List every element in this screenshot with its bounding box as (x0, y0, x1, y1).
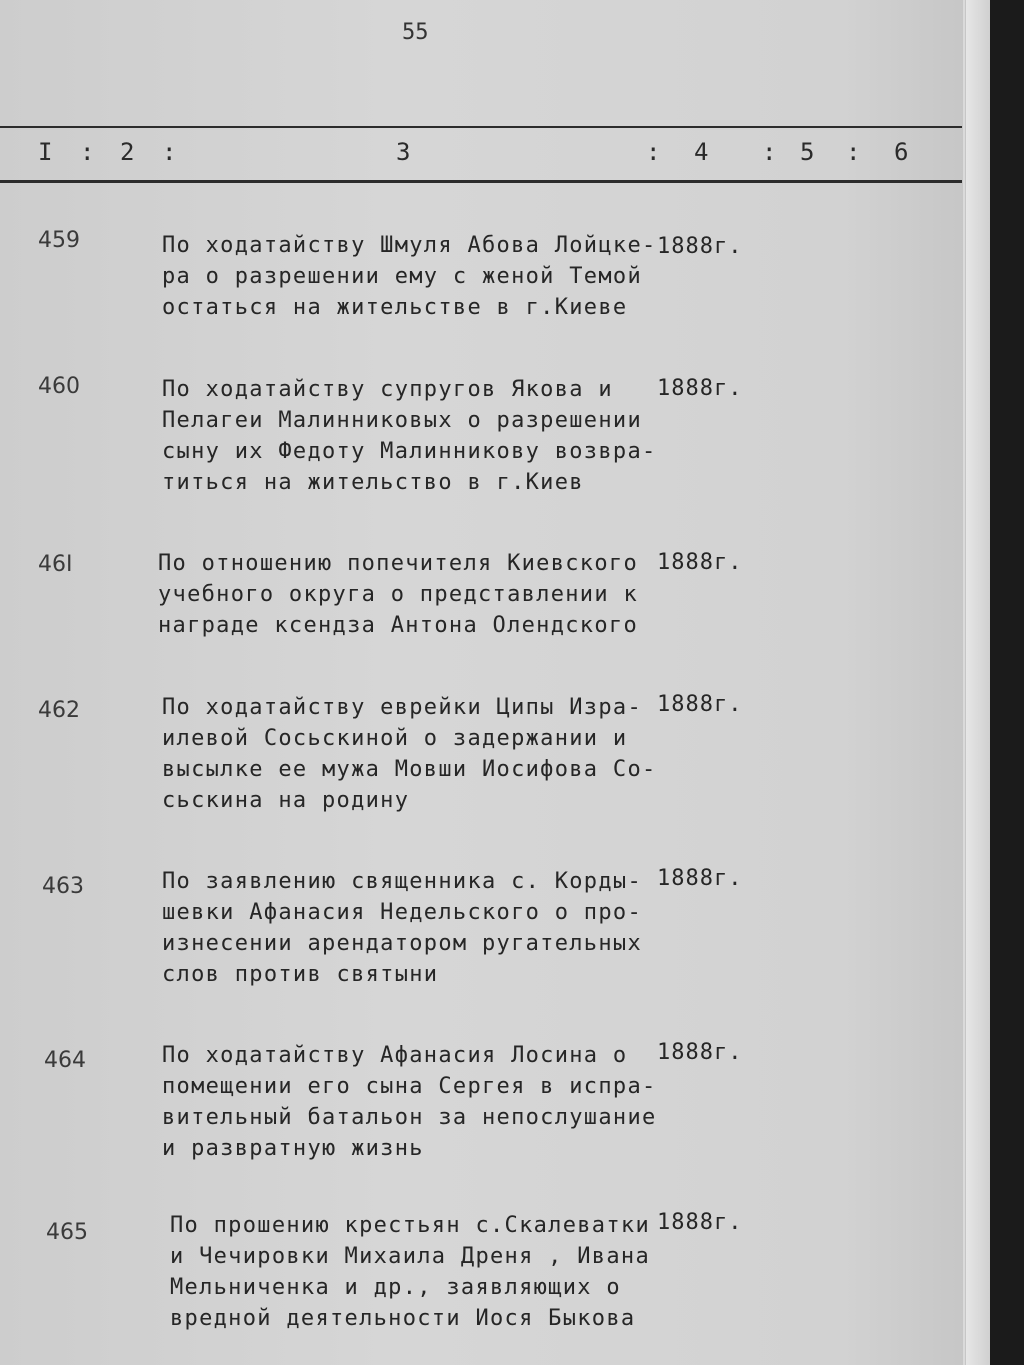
entry-description-line: По отношению попечителя Киевского (158, 551, 638, 576)
entry-description-line: По заявлению священника с. Корды- (162, 869, 642, 894)
column-header-4: 4 (694, 138, 709, 166)
entry-description-line: По ходатайству Афанасия Лосина о (162, 1043, 628, 1068)
column-separator: : (762, 138, 777, 166)
entry-description-line: высылке ее мужа Мовши Иосифова Со- (162, 757, 657, 782)
entry-number: 463 (42, 874, 84, 899)
entry-number: 462 (38, 698, 80, 723)
entry-description-line: По ходатайству Шмуля Абова Лойцке- (162, 233, 657, 258)
entry-description (162, 1040, 657, 1164)
entry-year: 1888г. (657, 550, 743, 575)
entry-description-line: шевки Афанасия Недельского о про- (162, 900, 642, 925)
entry-year: 1888г. (657, 234, 743, 259)
entry-description-line: ра о разрешении ему с женой Темой (162, 264, 642, 289)
entry-description-line: и Чечировки Михаила Дреня , Ивана (170, 1244, 650, 1269)
entry-description (162, 374, 657, 498)
column-separator: : (646, 138, 661, 166)
entry-description-line: Мельниченка и др., заявляющих о (170, 1275, 621, 1300)
column-separator: : (846, 138, 861, 166)
column-separator: : (162, 138, 177, 166)
page-edge (966, 0, 990, 1365)
table-header-top-rule (0, 126, 962, 128)
entry-year: 1888г. (657, 866, 743, 891)
entry-description-line: титься на жительство в г.Киев (162, 470, 584, 495)
column-header-5: 5 (800, 138, 815, 166)
entry-description-line: награде ксендза Антона Олендского (158, 613, 638, 638)
column-header-2: 2 (120, 138, 135, 166)
entry-description-line: и развратную жизнь (162, 1136, 424, 1161)
column-separator: : (80, 138, 95, 166)
entry-number: 459 (38, 228, 80, 253)
entry-description-line: вительный батальон за непослушание (162, 1105, 657, 1130)
entry-year: 1888г. (657, 376, 743, 401)
entry-description-line: вредной деятельности Иося Быкова (170, 1306, 636, 1331)
entry-description-line: По прошению крестьян с.Скалеватки (170, 1213, 650, 1238)
column-header-6: 6 (894, 138, 909, 166)
entry-description-line: слов против святыни (162, 962, 439, 987)
entry-year: 1888г. (657, 1040, 743, 1065)
entry-description-line: Пелагеи Малинниковых о разрешении (162, 408, 642, 433)
column-header-1: I (38, 138, 53, 166)
entry-description-line: изнесении арендатором ругательных (162, 931, 642, 956)
entry-number: 465 (46, 1220, 88, 1245)
entry-description-line: По ходатайству еврейки Ципы Изра- (162, 695, 642, 720)
table-header-bottom-rule (0, 180, 962, 183)
page-number: 55 (402, 20, 429, 45)
entry-description-line: помещении его сына Сергея в испра- (162, 1074, 657, 1099)
entry-description (162, 866, 642, 990)
entry-year: 1888г. (657, 692, 743, 717)
column-header-3: 3 (396, 138, 411, 166)
entry-number: 46I (38, 552, 73, 577)
entry-number: 460 (38, 374, 80, 399)
entry-description-line: остаться на жительстве в г.Киеве (162, 295, 628, 320)
entry-description (162, 692, 657, 816)
entry-description (162, 230, 657, 323)
entry-number: 464 (44, 1048, 86, 1073)
entry-description-line: учебного округа о представлении к (158, 582, 638, 607)
entry-year: 1888г. (657, 1210, 743, 1235)
entry-description (170, 1210, 650, 1334)
entry-description-line: сьскина на родину (162, 788, 410, 813)
entry-description-line: илевой Сосьскиной о задержании и (162, 726, 628, 751)
entry-description-line: По ходатайству супругов Якова и (162, 377, 613, 402)
entry-description (158, 548, 638, 641)
entry-description-line: сыну их Федоту Малинникову возвра- (162, 439, 657, 464)
